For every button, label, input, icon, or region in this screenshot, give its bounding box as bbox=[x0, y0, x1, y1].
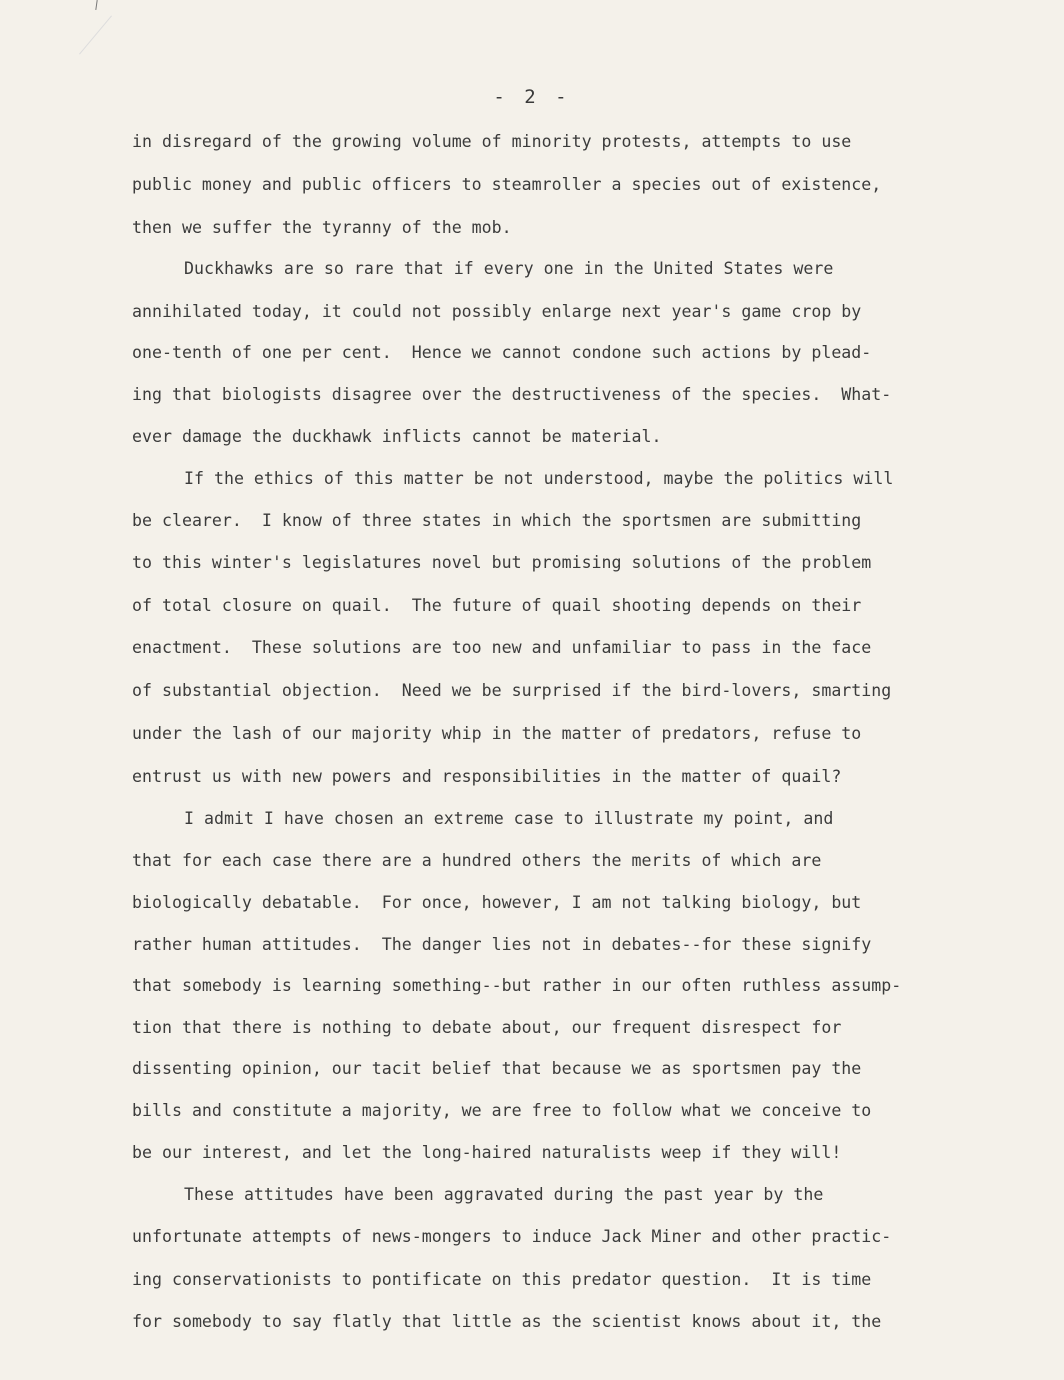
margin-crease bbox=[79, 16, 112, 55]
text-line: rather human attitudes. The danger lies not in debates--for these signify bbox=[132, 935, 872, 954]
text-line: then we suffer the tyranny of the mob. bbox=[132, 218, 512, 237]
text-line: that for each case there are a hundred others the merits of which are bbox=[132, 851, 822, 870]
paragraph-start-line: I admit I have chosen an extreme case to illustrate my point, and bbox=[184, 809, 834, 828]
text-line: tion that there is nothing to debate about, our frequent disrespect for bbox=[132, 1018, 842, 1037]
text-line: ever damage the duckhawk inflicts cannot be material. bbox=[132, 427, 662, 446]
text-line: ing that biologists disagree over the destructiveness of the species. What- bbox=[132, 385, 892, 404]
text-line: annihilated today, it could not possibly enlarge next year's game crop by bbox=[132, 302, 862, 321]
page-number: - 2 - bbox=[493, 86, 571, 108]
text-line: under the lash of our majority whip in the matter of predators, refuse to bbox=[132, 724, 862, 743]
text-line: of total closure on quail. The future of quail shooting depends on their bbox=[132, 596, 862, 615]
paragraph-start-line: These attitudes have been aggravated during the past year by the bbox=[184, 1185, 824, 1204]
text-line: one-tenth of one per cent. Hence we cannot condone such actions by plead- bbox=[132, 343, 872, 362]
text-line: unfortunate attempts of news-mongers to induce Jack Miner and other practic- bbox=[132, 1227, 892, 1246]
text-line: be our interest, and let the long-haired naturalists weep if they will! bbox=[132, 1143, 842, 1162]
text-line: bills and constitute a majority, we are free to follow what we conceive to bbox=[132, 1101, 872, 1120]
text-line: enactment. These solutions are too new and unfamiliar to pass in the face bbox=[132, 638, 872, 657]
text-line: in disregard of the growing volume of minority protests, attempts to use bbox=[132, 132, 852, 151]
text-line: dissenting opinion, our tacit belief that because we as sportsmen pay the bbox=[132, 1059, 862, 1078]
text-line: biologically debatable. For once, however, I am not talking biology, but bbox=[132, 893, 862, 912]
text-line: public money and public officers to steamroller a species out of existence, bbox=[132, 175, 882, 194]
paragraph-start-line: If the ethics of this matter be not understood, maybe the politics will bbox=[184, 469, 894, 488]
text-line: be clearer. I know of three states in which the sportsmen are submitting bbox=[132, 511, 862, 530]
paragraph-start-line: Duckhawks are so rare that if every one in the United States were bbox=[184, 259, 834, 278]
text-line: of substantial objection. Need we be surprised if the bird-lovers, smarting bbox=[132, 681, 892, 700]
text-line: entrust us with new powers and responsibilities in the matter of quail? bbox=[132, 767, 842, 786]
text-line: for somebody to say flatly that little as the scientist knows about it, the bbox=[132, 1312, 882, 1331]
text-line: to this winter's legislatures novel but promising solutions of the problem bbox=[132, 553, 872, 572]
text-line: ing conservationists to pontificate on this predator question. It is time bbox=[132, 1270, 872, 1289]
margin-mark bbox=[95, 0, 97, 10]
text-line: that somebody is learning something--but rather in our often ruthless assump- bbox=[132, 976, 902, 995]
